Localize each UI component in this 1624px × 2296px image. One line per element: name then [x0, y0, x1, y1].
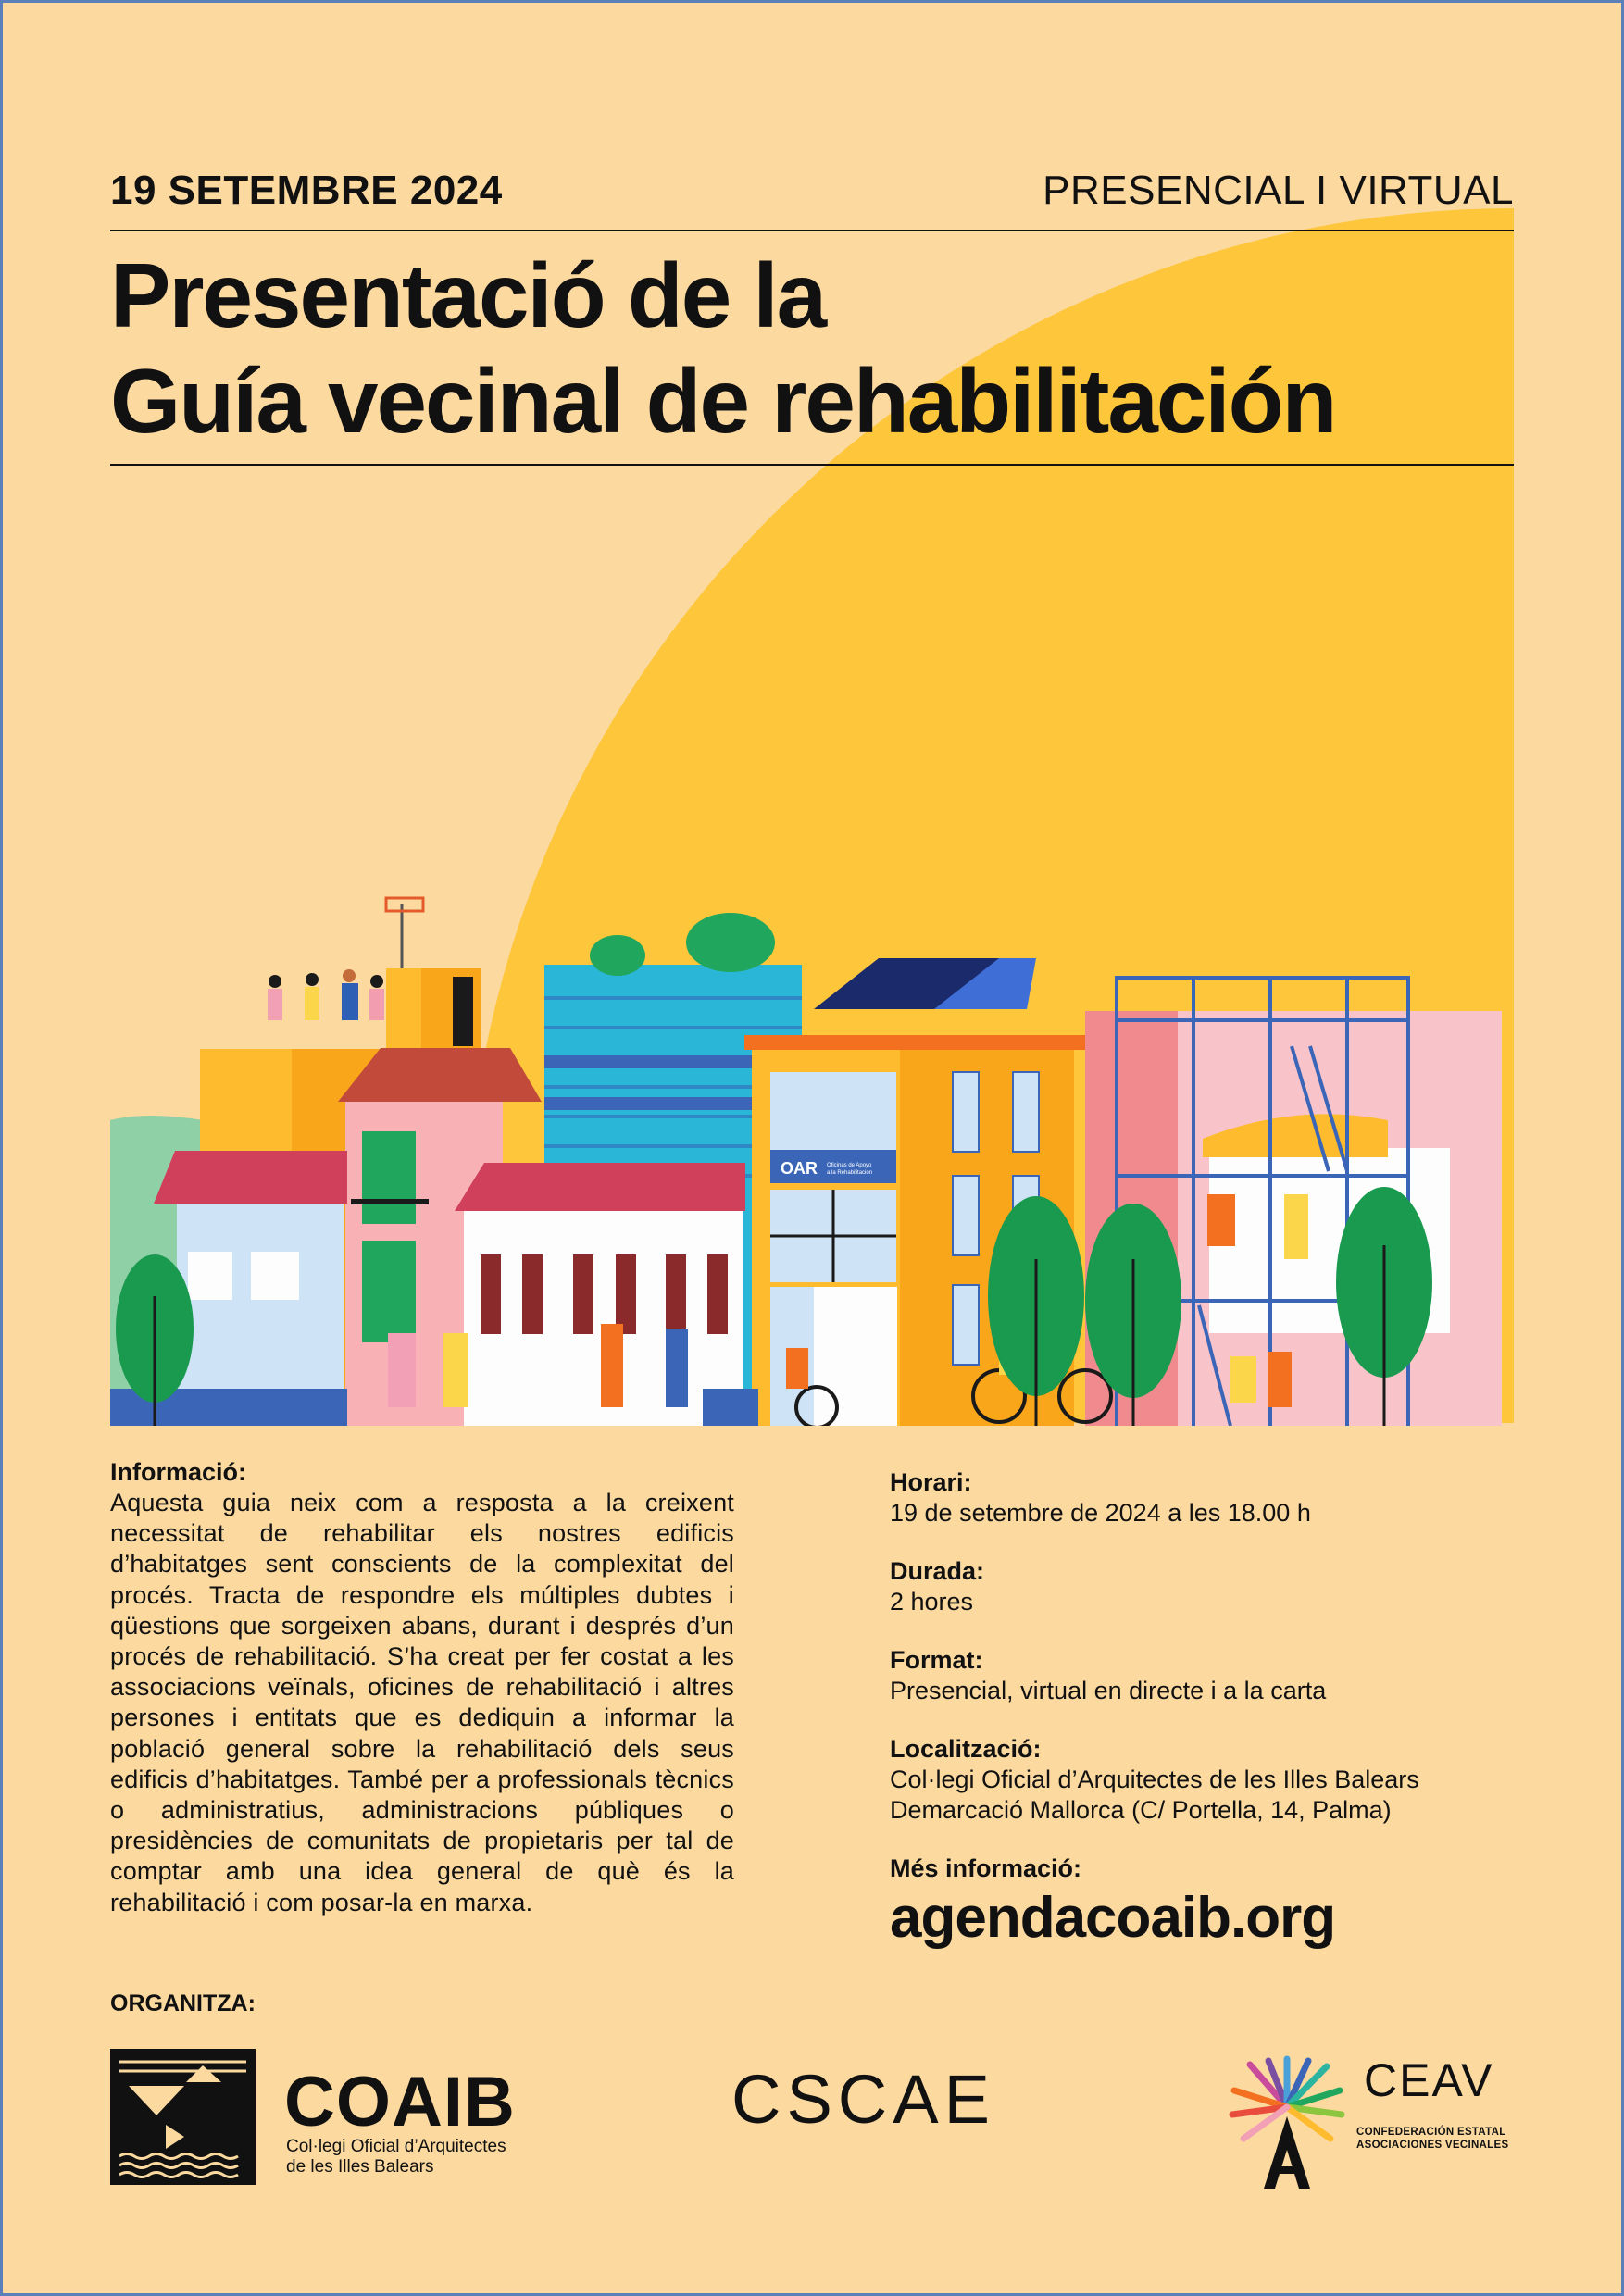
location-value — [890, 1765, 1519, 1826]
location-line-2: Demarcació Mallorca (C/ Portella, 14, Palma) — [890, 1796, 1392, 1824]
title-line-2: Guía vecinal de rehabilitación — [110, 350, 1336, 452]
cscae-logo: CSCAE — [731, 2061, 995, 2138]
svg-text:OAR: OAR — [781, 1159, 818, 1178]
coaib-name: COAIB — [284, 2063, 516, 2141]
event-mode: PRESENCIAL I VIRTUAL — [1043, 168, 1514, 213]
organizers-label: ORGANITZA: — [110, 1990, 256, 2016]
info-label: Informació: — [110, 1458, 247, 1486]
info-text: Aquesta guia neix com a resposta a la creixent necessitat de rehabilitar els nostres edificis d’habitatges sent conscients de la complexitat del procés. Tracta de respondre els múltiples dubtes i qüestions que sorgeixen abans, durant i després d’un procés de rehabilitació. S’ha creat per fer costat a les associacions veïnals, oficines de rehabilitació i altres persones i entitats que es dediquin a informar la població general sobre la rehabilitació dels seus edificis d’habitatges. També per a professionals tècnics o administratius, administracions públiques o presidències de comunitats de propietaris per tal de comptar amb una idea general de què és la rehabilitació i com posar-la en marxa. — [110, 1489, 734, 1916]
roof-people — [268, 969, 384, 1020]
page-title — [110, 243, 1514, 454]
coaib-subtitle — [286, 2137, 506, 2177]
coaib-mark-icon — [110, 2049, 256, 2185]
svg-text:Oficinas de Apoyo: Oficinas de Apoyo — [827, 1163, 872, 1168]
ceav-logo — [1227, 2053, 1523, 2192]
neighbourhood-illustration — [110, 889, 1514, 1426]
duration-field — [890, 1556, 1519, 1617]
ceav-subtitle — [1356, 2126, 1508, 2152]
info-section — [110, 1457, 734, 1918]
ceav-subtitle-2: ASOCIACIONES VECINALES — [1356, 2140, 1509, 2151]
schedule-field — [890, 1467, 1519, 1529]
location-field — [890, 1734, 1519, 1826]
ceav-subtitle-1: CONFEDERACIÓN ESTATAL — [1356, 2127, 1506, 2138]
more-info-field — [890, 1853, 1519, 1951]
duration-value: 2 hores — [890, 1588, 974, 1616]
coaib-subtitle-1: Col·legi Oficial d’Arquitectes — [286, 2137, 506, 2156]
divider-top — [110, 230, 1514, 231]
ceav-mark-icon — [1227, 2053, 1347, 2192]
format-label: Format: — [890, 1646, 983, 1674]
schedule-label: Horari: — [890, 1468, 972, 1496]
coaib-logo — [110, 2049, 527, 2188]
divider-title — [110, 464, 1514, 466]
more-info-label: Més informació: — [890, 1854, 1082, 1882]
details-section — [890, 1467, 1519, 1978]
title-line-1: Presentació de la — [110, 244, 826, 346]
format-value: Presencial, virtual en directe i a la carta — [890, 1677, 1327, 1704]
location-line-1: Col·legi Oficial d’Arquitectes de les Illes Balears — [890, 1766, 1419, 1793]
ceav-name: CEAV — [1364, 2054, 1494, 2106]
duration-label: Durada: — [890, 1557, 985, 1585]
svg-text:a la Rehabilitación: a la Rehabilitación — [827, 1170, 873, 1176]
schedule-value: 19 de setembre de 2024 a les 18.00 h — [890, 1499, 1311, 1527]
location-label: Localització: — [890, 1735, 1042, 1763]
format-field — [890, 1645, 1519, 1706]
event-date: 19 SETEMBRE 2024 — [110, 168, 503, 213]
website-link[interactable]: agendacoaib.org — [890, 1886, 1336, 1950]
coaib-subtitle-2: de les Illes Balears — [286, 2157, 434, 2177]
event-header — [110, 165, 1514, 217]
